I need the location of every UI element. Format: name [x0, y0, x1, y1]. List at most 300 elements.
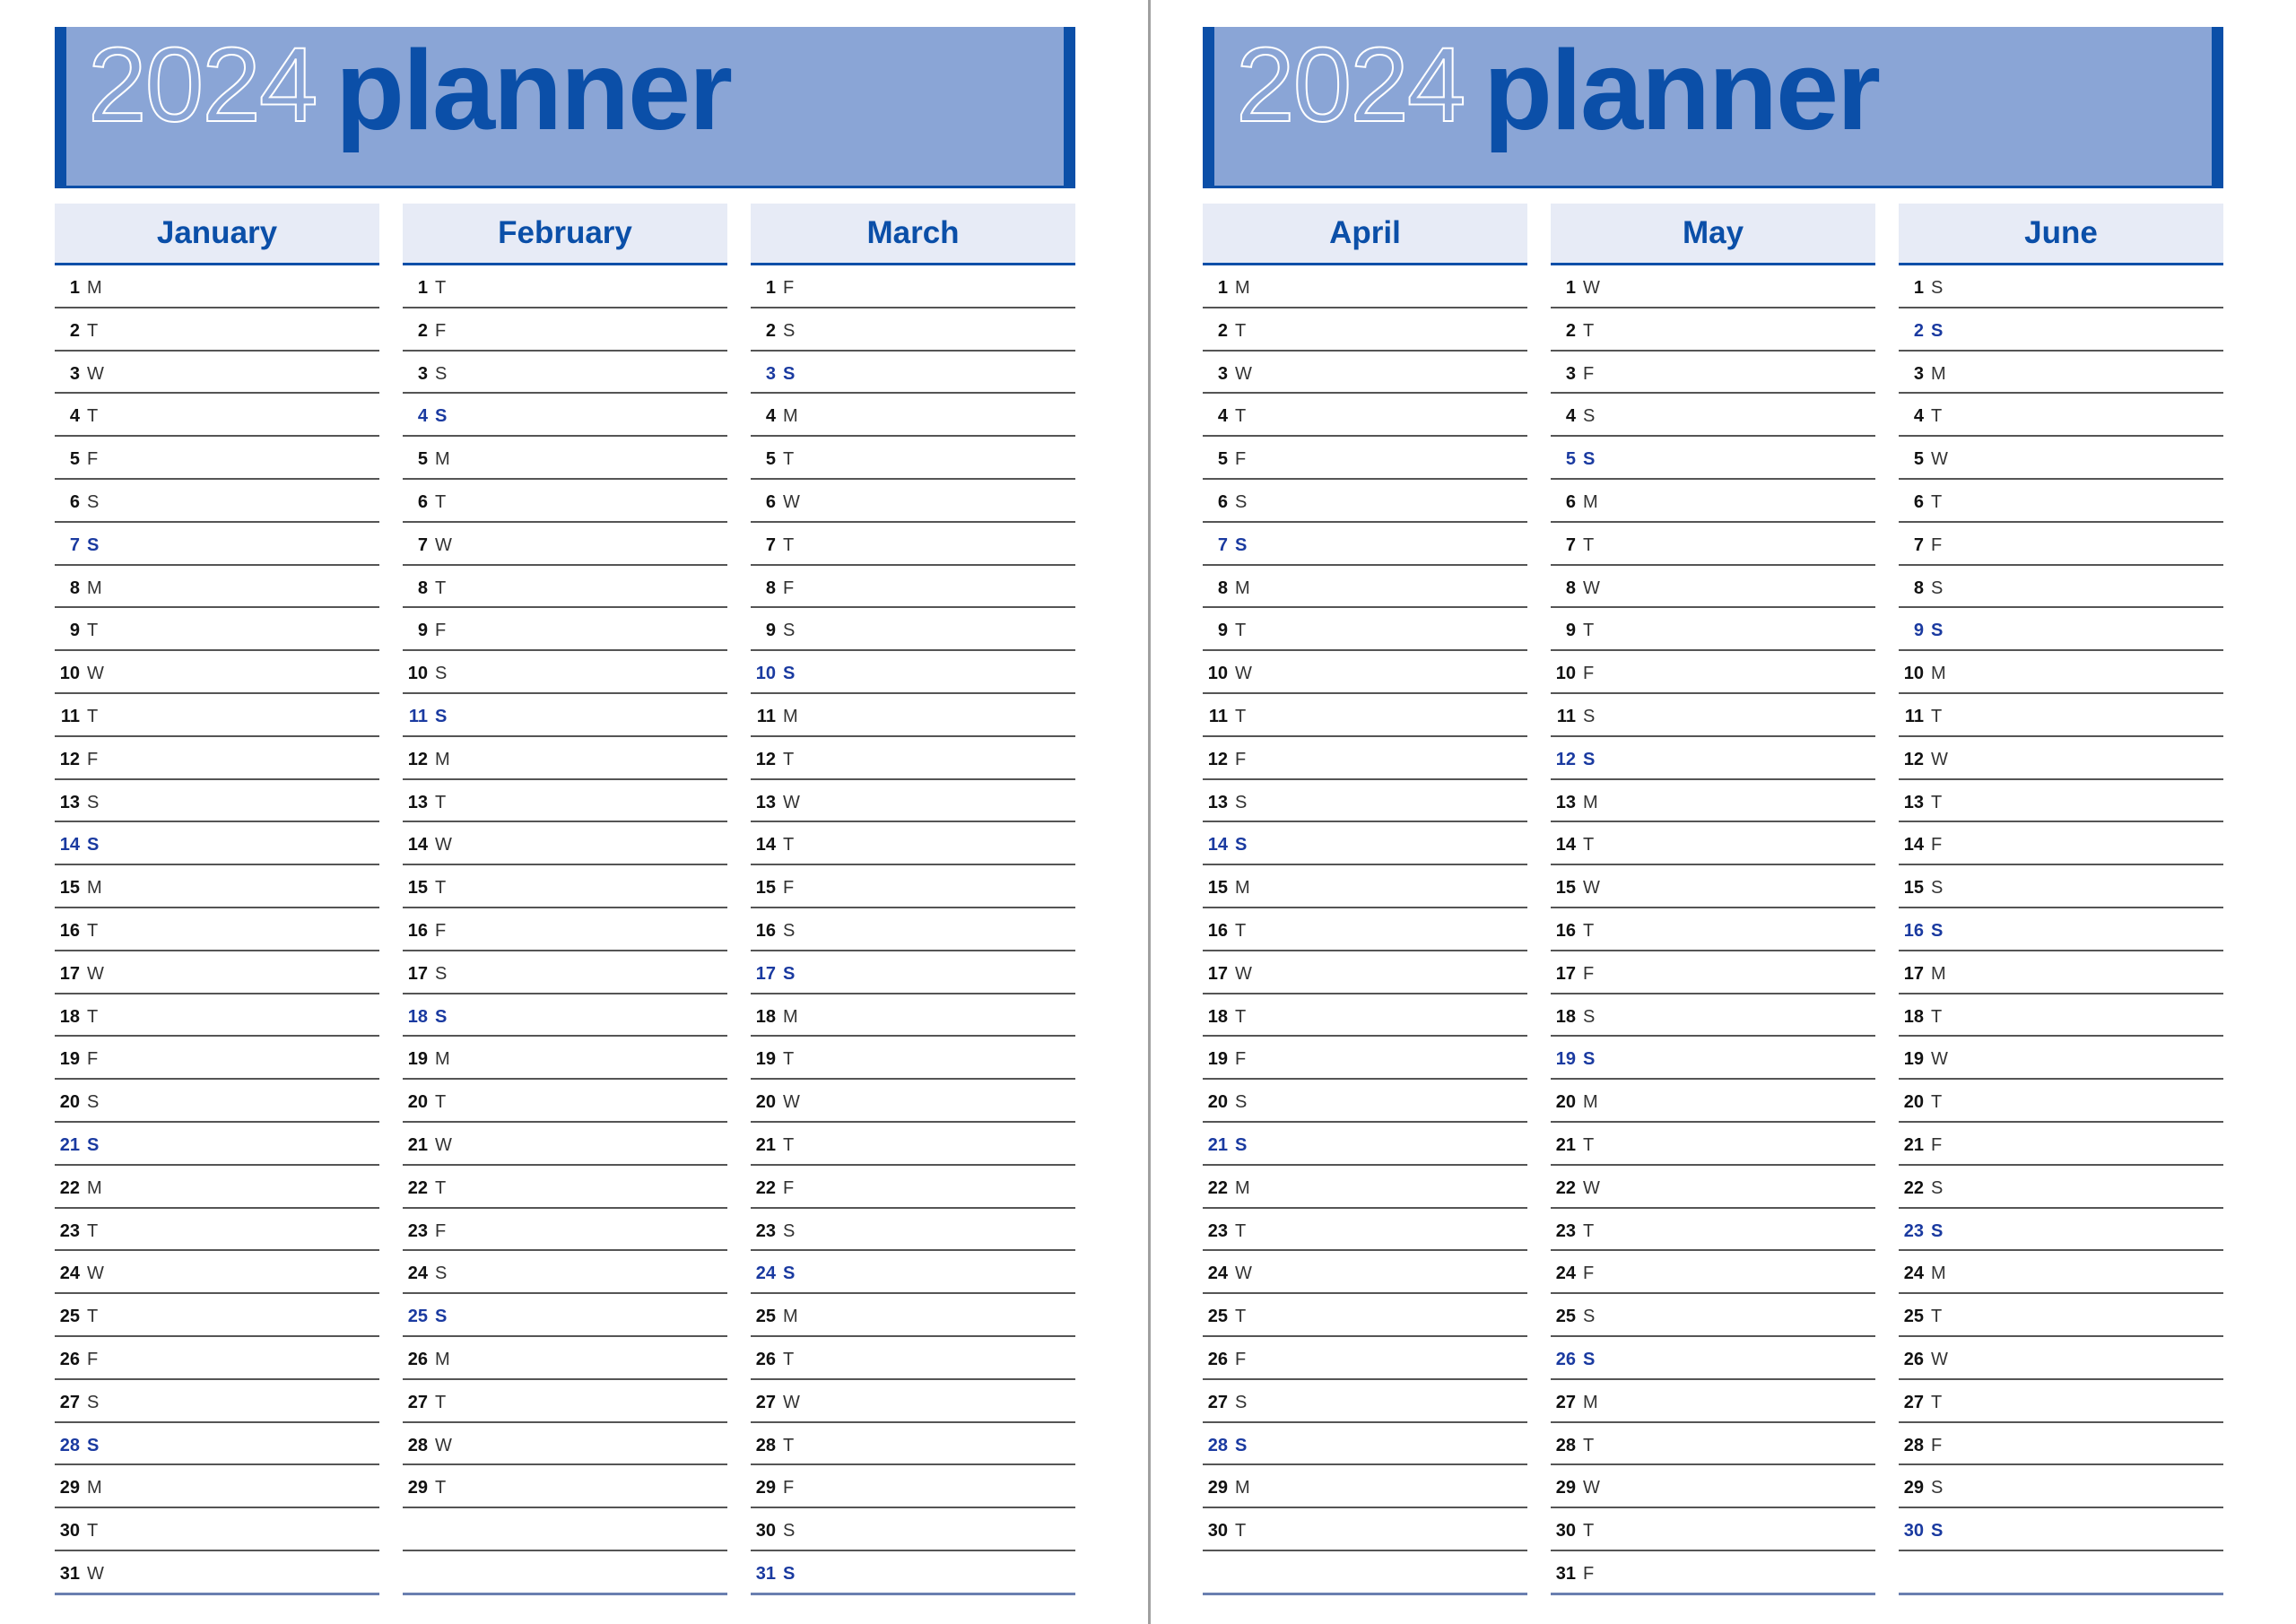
day-of-week: S [1583, 706, 1596, 726]
day-row [1203, 308, 1527, 352]
day-number: 17 [407, 963, 428, 984]
day-of-week: F [1235, 749, 1247, 769]
day-number: 8 [1913, 578, 1924, 598]
day-row [55, 265, 379, 308]
month-column [403, 204, 727, 1595]
day-row [1551, 780, 1875, 823]
day-of-week: T [783, 449, 795, 470]
day-of-week: W [1931, 1349, 1948, 1369]
day-row [1899, 394, 2223, 437]
day-row [403, 651, 727, 694]
day-row [1899, 1465, 2223, 1508]
month-header: April [1203, 204, 1527, 265]
day-number: 24 [1555, 1264, 1576, 1284]
day-row [751, 1551, 1075, 1595]
day-number: 15 [407, 878, 428, 899]
day-number: 13 [1555, 792, 1576, 812]
day-number: 15 [59, 878, 80, 899]
day-row [1551, 1380, 1875, 1423]
day-number: 24 [1207, 1264, 1228, 1284]
day-of-week: S [1235, 792, 1248, 812]
day-of-week: F [1583, 664, 1595, 684]
day-row [1551, 1123, 1875, 1166]
day-number: 24 [755, 1264, 776, 1284]
day-row [751, 394, 1075, 437]
day-of-week: T [87, 621, 99, 641]
day-of-week: S [1931, 878, 1944, 899]
day-of-week: S [87, 534, 100, 555]
day-of-week: S [1235, 1134, 1248, 1155]
day-number: 17 [1555, 963, 1576, 984]
day-row [751, 352, 1075, 395]
day-row [751, 1337, 1075, 1380]
day-of-week: M [1235, 278, 1250, 298]
day-list [403, 265, 727, 1595]
day-row [55, 651, 379, 694]
day-number: 13 [755, 792, 776, 812]
day-of-week: T [87, 706, 99, 726]
day-number: 26 [59, 1349, 80, 1369]
day-row [1551, 566, 1875, 609]
day-number: 5 [1217, 449, 1228, 470]
day-row [1551, 1251, 1875, 1294]
day-number: 5 [1913, 449, 1924, 470]
day-of-week: T [1583, 534, 1595, 555]
day-number: 31 [59, 1563, 80, 1584]
day-of-week: S [1583, 749, 1596, 769]
day-row [403, 951, 727, 994]
day-row [1899, 694, 2223, 737]
day-of-week: S [1931, 1521, 1944, 1541]
empty-day-row [1899, 1551, 2223, 1595]
day-row [1551, 1551, 1875, 1595]
day-number: 8 [1217, 578, 1228, 598]
day-of-week: T [1235, 406, 1247, 427]
day-number: 6 [765, 491, 776, 512]
day-number: 12 [59, 749, 80, 769]
day-number: 20 [407, 1092, 428, 1113]
day-row [55, 1294, 379, 1337]
day-number: 7 [1565, 534, 1576, 555]
day-number: 30 [755, 1521, 776, 1541]
month-column [1899, 204, 2223, 1595]
day-of-week: F [87, 1349, 99, 1369]
day-row [751, 951, 1075, 994]
day-number: 15 [1903, 878, 1924, 899]
day-number: 17 [1903, 963, 1924, 984]
day-number: 3 [417, 363, 428, 384]
day-row [1899, 352, 2223, 395]
day-number: 2 [1217, 320, 1228, 341]
day-of-week: F [783, 578, 795, 598]
day-number: 8 [417, 578, 428, 598]
day-row [403, 1209, 727, 1252]
page-right [1148, 0, 2296, 1624]
day-of-week: M [783, 706, 798, 726]
day-number: 22 [1207, 1177, 1228, 1198]
day-row [55, 1166, 379, 1209]
day-number: 11 [1556, 706, 1576, 726]
day-row [1551, 1209, 1875, 1252]
day-row [751, 994, 1075, 1038]
day-number: 27 [59, 1392, 80, 1412]
day-number: 28 [1207, 1435, 1228, 1455]
day-of-week: M [1235, 578, 1250, 598]
day-row [403, 1380, 727, 1423]
day-number: 9 [1217, 621, 1228, 641]
day-number: 19 [1207, 1049, 1228, 1070]
day-of-week: T [1583, 920, 1595, 941]
day-of-week: S [87, 1435, 100, 1455]
day-number: 6 [1217, 491, 1228, 512]
day-row [1203, 651, 1527, 694]
day-row [55, 608, 379, 651]
day-row [55, 1123, 379, 1166]
day-number: 24 [407, 1264, 428, 1284]
day-of-week: T [1931, 1307, 1943, 1327]
day-number: 25 [1207, 1307, 1228, 1327]
day-row [55, 908, 379, 951]
day-number: 2 [765, 320, 776, 341]
day-row [1203, 437, 1527, 480]
day-row [1203, 1380, 1527, 1423]
day-number: 10 [1903, 664, 1924, 684]
day-row [1551, 394, 1875, 437]
day-row [1899, 437, 2223, 480]
day-number: 12 [407, 749, 428, 769]
day-row [55, 437, 379, 480]
day-number: 28 [59, 1435, 80, 1455]
day-of-week: T [435, 278, 447, 298]
day-of-week: T [1583, 1220, 1595, 1241]
day-row [403, 523, 727, 566]
day-number: 27 [1903, 1392, 1924, 1412]
day-row [403, 908, 727, 951]
day-number: 30 [59, 1521, 80, 1541]
day-row [403, 1251, 727, 1294]
day-number: 27 [1207, 1392, 1228, 1412]
day-row [1203, 1465, 1527, 1508]
day-of-week: T [87, 406, 99, 427]
day-of-week: W [87, 363, 104, 384]
day-of-week: T [87, 320, 99, 341]
day-row [1551, 1465, 1875, 1508]
day-row [751, 1166, 1075, 1209]
day-number: 17 [755, 963, 776, 984]
day-row [1203, 523, 1527, 566]
day-row [55, 1465, 379, 1508]
day-of-week: F [783, 878, 795, 899]
day-number: 4 [69, 406, 80, 427]
day-of-week: F [435, 1220, 447, 1241]
day-number: 26 [1903, 1349, 1924, 1369]
day-row [403, 737, 727, 780]
day-number: 21 [407, 1134, 428, 1155]
day-number: 28 [1555, 1435, 1576, 1455]
day-number: 17 [1207, 963, 1228, 984]
day-of-week: S [435, 406, 448, 427]
day-row [1551, 1423, 1875, 1466]
day-row [55, 1209, 379, 1252]
day-row [1551, 1508, 1875, 1551]
day-row [1551, 308, 1875, 352]
day-of-week: S [87, 835, 100, 855]
day-row [1203, 865, 1527, 908]
day-of-week: T [435, 578, 447, 598]
day-row [1203, 1123, 1527, 1166]
day-row [751, 651, 1075, 694]
day-of-week: W [783, 1392, 800, 1412]
day-row [1899, 737, 2223, 780]
day-of-week: M [1931, 1264, 1946, 1284]
day-row [1551, 994, 1875, 1038]
day-number: 12 [1903, 749, 1924, 769]
day-number: 7 [417, 534, 428, 555]
day-row [403, 480, 727, 523]
day-of-week: S [1583, 1307, 1596, 1327]
day-of-week: T [1583, 1435, 1595, 1455]
day-of-week: M [87, 878, 102, 899]
day-row [1203, 1294, 1527, 1337]
day-row [1203, 822, 1527, 865]
day-of-week: T [87, 1521, 99, 1541]
day-row [1899, 1380, 2223, 1423]
day-of-week: W [1583, 878, 1600, 899]
day-number: 23 [1555, 1220, 1576, 1241]
day-row [403, 1037, 727, 1080]
day-row [1899, 480, 2223, 523]
day-of-week: F [87, 749, 99, 769]
month-header: June [1899, 204, 2223, 265]
day-row [1551, 1337, 1875, 1380]
day-row [751, 737, 1075, 780]
day-row [1551, 822, 1875, 865]
day-of-week: S [783, 1563, 796, 1584]
day-row [1203, 1037, 1527, 1080]
day-row [55, 994, 379, 1038]
day-number: 9 [417, 621, 428, 641]
day-of-week: M [1235, 1177, 1250, 1198]
day-number: 19 [59, 1049, 80, 1070]
day-of-week: W [87, 963, 104, 984]
day-of-week: T [1583, 621, 1595, 641]
day-number: 14 [755, 835, 776, 855]
day-of-week: T [87, 920, 99, 941]
day-number: 1 [69, 278, 80, 298]
day-row [1899, 1166, 2223, 1209]
day-of-week: S [783, 920, 796, 941]
day-number: 1 [1565, 278, 1576, 298]
day-number: 18 [1903, 1006, 1924, 1027]
day-number: 22 [59, 1177, 80, 1198]
day-row [1551, 352, 1875, 395]
day-of-week: T [1931, 1392, 1943, 1412]
day-of-week: F [435, 621, 447, 641]
day-row [1203, 908, 1527, 951]
day-number: 10 [1207, 664, 1228, 684]
day-row [1203, 1251, 1527, 1294]
day-row [1551, 1166, 1875, 1209]
day-of-week: T [1583, 835, 1595, 855]
day-row [1551, 1037, 1875, 1080]
day-number: 10 [407, 664, 428, 684]
day-number: 9 [1913, 621, 1924, 641]
day-row [55, 308, 379, 352]
day-row [751, 1080, 1075, 1123]
day-number: 23 [407, 1220, 428, 1241]
day-of-week: W [435, 1134, 452, 1155]
day-number: 26 [1555, 1349, 1576, 1369]
day-of-week: M [1583, 1092, 1598, 1113]
day-number: 13 [59, 792, 80, 812]
day-of-week: T [783, 835, 795, 855]
day-of-week: S [1235, 835, 1248, 855]
day-row [55, 1380, 379, 1423]
day-number: 21 [1903, 1134, 1924, 1155]
day-number: 20 [1903, 1092, 1924, 1113]
day-row [1551, 951, 1875, 994]
day-row [751, 1294, 1075, 1337]
day-of-week: W [783, 792, 800, 812]
day-of-week: W [1235, 1264, 1252, 1284]
day-row [751, 865, 1075, 908]
day-number: 26 [1207, 1349, 1228, 1369]
day-row [751, 1380, 1075, 1423]
day-number: 7 [69, 534, 80, 555]
day-number: 4 [417, 406, 428, 427]
day-row [403, 780, 727, 823]
day-number: 4 [1217, 406, 1228, 427]
day-number: 5 [765, 449, 776, 470]
day-number: 25 [59, 1307, 80, 1327]
day-row [403, 822, 727, 865]
day-of-week: S [1931, 621, 1944, 641]
day-of-week: T [783, 1349, 795, 1369]
day-of-week: S [1931, 1478, 1944, 1498]
day-number: 29 [1903, 1478, 1924, 1498]
day-number: 31 [1555, 1563, 1576, 1584]
day-row [751, 908, 1075, 951]
day-row [55, 865, 379, 908]
banner-year: 2024 [1236, 26, 1465, 144]
day-list [751, 265, 1075, 1595]
day-row [55, 951, 379, 994]
day-number: 30 [1555, 1521, 1576, 1541]
day-number: 1 [417, 278, 428, 298]
day-number: 22 [755, 1177, 776, 1198]
day-row [1899, 523, 2223, 566]
day-number: 21 [1207, 1134, 1228, 1155]
day-number: 6 [417, 491, 428, 512]
day-row [55, 1251, 379, 1294]
day-of-week: T [1235, 1220, 1247, 1241]
day-of-week: T [783, 1049, 795, 1070]
day-row [1899, 608, 2223, 651]
planner-banner [1203, 27, 2223, 188]
day-number: 12 [755, 749, 776, 769]
day-number: 19 [407, 1049, 428, 1070]
day-number: 4 [765, 406, 776, 427]
day-of-week: S [87, 792, 100, 812]
day-of-week: M [783, 1006, 798, 1027]
day-of-week: W [87, 664, 104, 684]
day-row [55, 1037, 379, 1080]
day-of-week: F [1235, 1349, 1247, 1369]
day-row [1899, 1423, 2223, 1466]
day-of-week: T [87, 1220, 99, 1241]
day-of-week: M [1583, 491, 1598, 512]
day-of-week: S [783, 320, 796, 341]
day-of-week: M [1583, 792, 1598, 812]
day-of-week: W [1583, 1177, 1600, 1198]
day-of-week: F [1931, 534, 1943, 555]
day-row [1203, 480, 1527, 523]
day-row [751, 1423, 1075, 1466]
day-number: 16 [59, 920, 80, 941]
day-row [55, 1080, 379, 1123]
day-row [1203, 1337, 1527, 1380]
day-of-week: M [1931, 963, 1946, 984]
day-of-week: T [87, 1307, 99, 1327]
day-number: 8 [69, 578, 80, 598]
day-row [55, 523, 379, 566]
month-header: May [1551, 204, 1875, 265]
day-list [55, 265, 379, 1595]
day-row [55, 1551, 379, 1595]
day-of-week: T [1931, 406, 1943, 427]
day-number: 5 [69, 449, 80, 470]
day-number: 19 [1555, 1049, 1576, 1070]
day-row [1203, 1508, 1527, 1551]
day-number: 11 [756, 706, 776, 726]
day-of-week: W [1583, 278, 1600, 298]
day-row [751, 566, 1075, 609]
day-number: 21 [59, 1134, 80, 1155]
day-row [1203, 1423, 1527, 1466]
day-of-week: M [435, 1349, 450, 1369]
day-row [1551, 737, 1875, 780]
day-number: 26 [407, 1349, 428, 1369]
day-of-week: W [1931, 749, 1948, 769]
day-of-week: F [1235, 1049, 1247, 1070]
day-number: 11 [1904, 706, 1924, 726]
day-list [1899, 265, 2223, 1595]
day-number: 2 [1565, 320, 1576, 341]
day-number: 23 [59, 1220, 80, 1241]
day-of-week: S [1235, 1435, 1248, 1455]
day-of-week: S [1583, 1049, 1596, 1070]
day-of-week: T [783, 1435, 795, 1455]
day-of-week: S [435, 664, 448, 684]
day-number: 29 [755, 1478, 776, 1498]
empty-day-row [403, 1508, 727, 1551]
day-number: 1 [765, 278, 776, 298]
day-row [751, 1123, 1075, 1166]
day-number: 27 [755, 1392, 776, 1412]
day-of-week: T [435, 878, 447, 899]
day-of-week: S [1583, 449, 1596, 470]
banner-title: planner [335, 27, 732, 153]
day-number: 5 [417, 449, 428, 470]
day-row [1899, 951, 2223, 994]
day-of-week: S [1235, 534, 1248, 555]
day-row [403, 1166, 727, 1209]
day-number: 4 [1913, 406, 1924, 427]
day-number: 3 [765, 363, 776, 384]
day-of-week: S [1583, 1006, 1596, 1027]
day-number: 28 [1903, 1435, 1924, 1455]
day-row [1551, 523, 1875, 566]
